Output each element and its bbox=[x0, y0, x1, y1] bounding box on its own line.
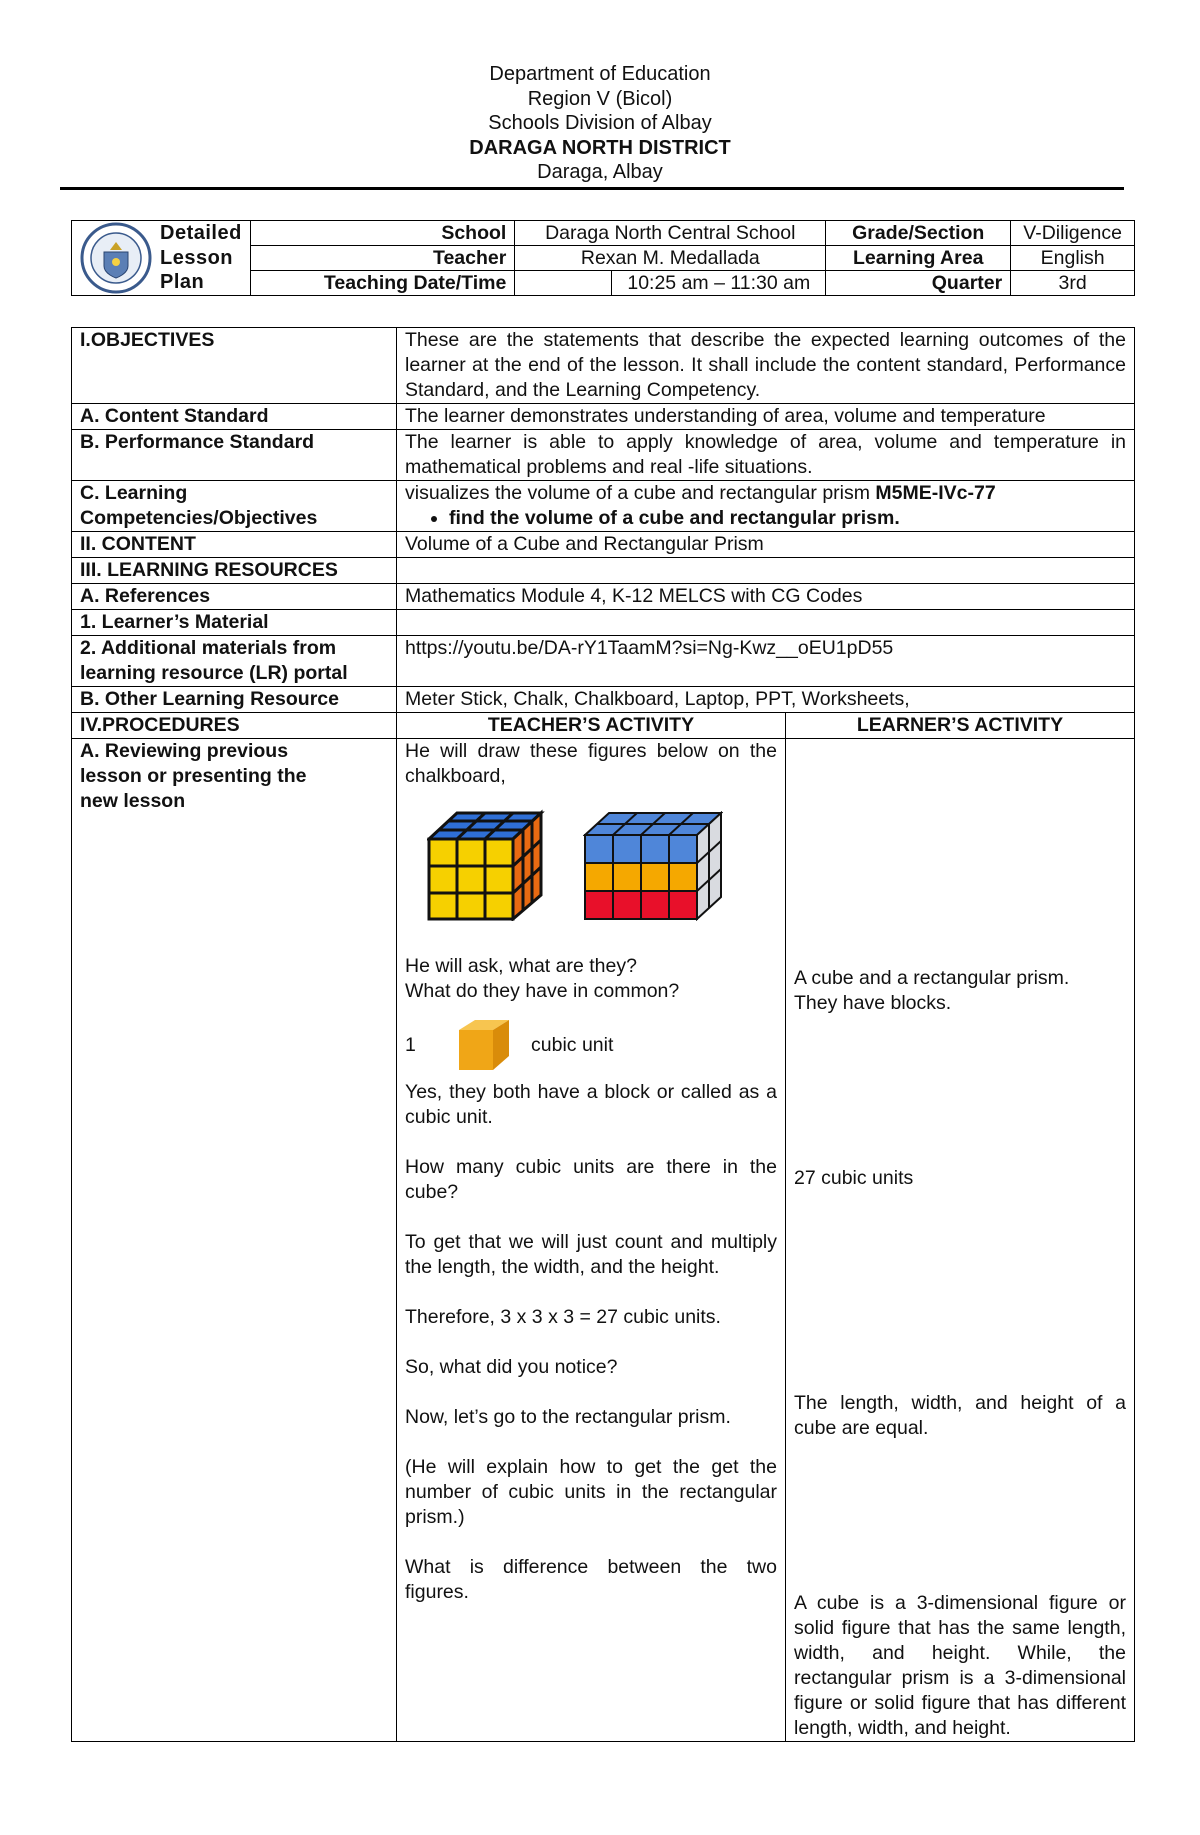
quarter-label: Quarter bbox=[826, 271, 1011, 296]
additional-materials-label bbox=[72, 636, 397, 687]
learner-answer-difference: A cube is a 3-dimensional figure or solid figure that has the same length, width, and height. While, the rectangular prism is a 3-dimensional figure or solid figure that has different length, width, and height. bbox=[794, 1592, 1126, 1739]
performance-standard-label: B. Performance Standard bbox=[72, 430, 397, 481]
teacher-rectangular-prism: Now, let’s go to the rectangular prism. bbox=[405, 1406, 731, 1428]
learner-answer-count: 27 cubic units bbox=[794, 1167, 914, 1189]
additional-materials-link[interactable]: https://youtu.be/DA-rY1TaamM?si=Ng-Kwz__oEU1pD55 bbox=[397, 636, 1135, 687]
competencies-text: visualizes the volume of a cube and rectangular prism bbox=[405, 482, 870, 504]
rectangular-prism-icon bbox=[583, 811, 723, 921]
teacher-question-count: How many cubic units are there in the cube? bbox=[405, 1156, 777, 1203]
school-label: School bbox=[251, 221, 515, 246]
dlp-title-line1: Detailed bbox=[160, 222, 242, 245]
content-standard-label: A. Content Standard bbox=[72, 404, 397, 430]
competencies-cell bbox=[397, 481, 1135, 532]
objectives-label: I.OBJECTIVES bbox=[72, 328, 397, 404]
learners-material-empty bbox=[397, 610, 1135, 636]
teacher-computation: Therefore, 3 x 3 x 3 = 27 cubic units. bbox=[405, 1306, 721, 1328]
review-label-line2: lesson or presenting the bbox=[80, 765, 307, 787]
competency-code: M5ME-IVc-77 bbox=[875, 482, 996, 504]
header-region: Region V (Bicol) bbox=[527, 87, 673, 110]
cubic-unit-label: cubic unit bbox=[531, 1033, 614, 1056]
grade-value: V-Diligence bbox=[1011, 221, 1135, 246]
teacher-step-draw: He will draw these figures below on the chalkboard, bbox=[405, 740, 777, 787]
learner-answer-common: They have blocks. bbox=[794, 992, 952, 1014]
teacher-question-difference: What is difference between the two figures. bbox=[405, 1556, 777, 1603]
cubic-unit-number: 1 bbox=[405, 1033, 416, 1056]
review-label bbox=[72, 739, 397, 1742]
header-division: Schools Division of Albay bbox=[488, 112, 712, 134]
dlp-title-line2: Lesson bbox=[160, 246, 234, 269]
rubiks-cube-icon bbox=[427, 809, 545, 921]
grade-label: Grade/Section bbox=[826, 221, 1011, 246]
review-label-line3: new lesson bbox=[80, 790, 186, 812]
teacher-explain-prism: (He will explain how to get the get the number of cubic units in the rectangular prism.) bbox=[405, 1456, 777, 1528]
quarter-value: 3rd bbox=[1011, 271, 1135, 296]
learner-activity-header: LEARNER’S ACTIVITY bbox=[786, 713, 1135, 739]
competency-objective-bullet: • find the volume of a cube and rectangular prism. bbox=[449, 506, 1126, 531]
content-standard-text: The learner demonstrates understanding of area, volume and temperature bbox=[397, 404, 1135, 430]
lesson-plan-table bbox=[71, 327, 1135, 1742]
references-text: Mathematics Module 4, K-12 MELCS with CG Codes bbox=[397, 584, 1135, 610]
teacher-answer-cubic-unit: Yes, they both have a block or called as a cubic unit. bbox=[405, 1081, 777, 1128]
header-district: DARAGA NORTH DISTRICT bbox=[469, 136, 731, 159]
teaching-time-value: 10:25 am – 11:30 am bbox=[612, 271, 826, 296]
learner-activity-cell bbox=[786, 739, 1135, 1742]
teacher-activity-header: TEACHER’S ACTIVITY bbox=[397, 713, 786, 739]
learner-answer-notice: The length, width, and height of a cube are equal. bbox=[794, 1392, 1126, 1439]
figures-illustration bbox=[405, 789, 777, 929]
additional-materials-label-line2: learning resource (LR) portal bbox=[80, 662, 348, 684]
teacher-label: Teacher bbox=[251, 246, 515, 271]
content-text: Volume of a Cube and Rectangular Prism bbox=[397, 532, 1135, 558]
performance-standard-text: The learner is able to apply knowledge of area, volume and temperature in mathematical problems and real -life situations. bbox=[397, 430, 1135, 481]
learning-area-label: Learning Area bbox=[826, 246, 1011, 271]
dlp-title-line3: Plan bbox=[160, 271, 205, 294]
lesson-info-table bbox=[71, 220, 1135, 296]
header-department: Department of Education bbox=[489, 63, 711, 85]
cubic-unit-block-icon bbox=[453, 1016, 513, 1074]
teacher-question-notice: So, what did you notice? bbox=[405, 1356, 618, 1378]
objectives-text: These are the statements that describe the expected learning outcomes of the learner at the end of the lesson. It shall include the content standard, Performance Standard, and the Learning Competency. bbox=[397, 328, 1135, 404]
learner-answer-what: A cube and a rectangular prism. bbox=[794, 967, 1070, 989]
other-resource-text: Meter Stick, Chalk, Chalkboard, Laptop, PPT, Worksheets, bbox=[397, 687, 1135, 713]
deped-seal-icon bbox=[80, 222, 152, 294]
procedures-label: IV.PROCEDURES bbox=[72, 713, 397, 739]
references-label: A. References bbox=[72, 584, 397, 610]
header-divider bbox=[60, 187, 1124, 190]
review-label-line1: A. Reviewing previous bbox=[80, 740, 289, 762]
teacher-activity-cell bbox=[397, 739, 786, 1742]
additional-materials-label-line1: 2. Additional materials from bbox=[80, 637, 337, 659]
competencies-label-line2: Competencies/Objectives bbox=[80, 507, 318, 529]
cubic-unit-row bbox=[405, 1014, 777, 1076]
logo-title-cell bbox=[72, 221, 251, 296]
header-location: Daraga, Albay bbox=[537, 161, 663, 183]
teaching-date-label: Teaching Date/Time bbox=[251, 271, 515, 296]
competencies-label bbox=[72, 481, 397, 532]
document-header bbox=[0, 62, 1200, 185]
teacher-question-what: He will ask, what are they? bbox=[405, 955, 637, 977]
learning-resources-empty bbox=[397, 558, 1135, 584]
learners-material-label: 1. Learner’s Material bbox=[72, 610, 397, 636]
school-value: Daraga North Central School bbox=[515, 221, 826, 246]
learning-area-value: English bbox=[1011, 246, 1135, 271]
teaching-date-value bbox=[515, 271, 612, 296]
learning-resources-label: III. LEARNING RESOURCES bbox=[72, 558, 397, 584]
teacher-value: Rexan M. Medallada bbox=[515, 246, 826, 271]
content-label: II. CONTENT bbox=[72, 532, 397, 558]
teacher-explain-multiply: To get that we will just count and multiply the length, the width, and the height. bbox=[405, 1231, 777, 1278]
teacher-question-common: What do they have in common? bbox=[405, 980, 680, 1002]
competencies-label-line1: C. Learning bbox=[80, 482, 188, 504]
other-resource-label: B. Other Learning Resource bbox=[72, 687, 397, 713]
